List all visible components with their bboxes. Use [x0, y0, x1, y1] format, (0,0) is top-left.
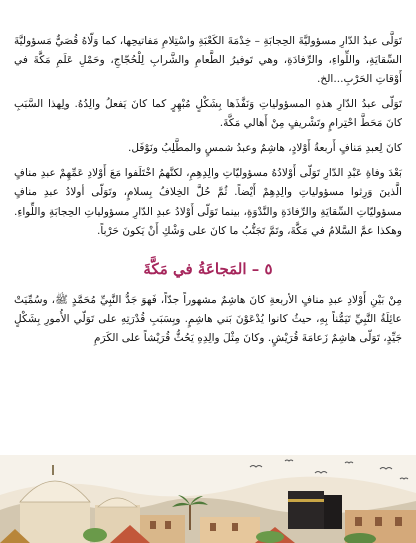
section-number: ٥ — [264, 260, 273, 279]
paragraph-2: تَوَلّى عبدُ الدّارِ هذهِ المسؤولياتِ وَنَفَّذَها بِشَكْلٍ مُبْهِرٍ كما كانَ يَفعلُ والِدُهُ. ولِهذا السَّبَبِ كانَ مَحَطَّ احْتِرامٍ وتَشْريفٍ مِنْ أَهالي مَكَّةَ. — [14, 97, 402, 129]
paragraph-3: كانَ لِعبدِ مَنافٍ أَربعةُ أَوْلادٍ، هاشِمٌ وعبدُ شمسٍ والمطَّلِبُ ونَوْفَل. — [127, 142, 402, 155]
section-dash: – — [251, 260, 260, 279]
section-title: المَجاعَةُ في مَكَّةَ — [143, 260, 247, 279]
page-text — [14, 32, 402, 354]
mecca-kaaba-illustration — [0, 455, 416, 543]
paragraph-1: تَوَلَّى عبدُ الدّارِ مسؤوليَّةَ الحِجابَةِ – خِدْمَةَ الكَعْبَةِ واسْتِلامِ مَفاتيحِها، كما وَلّاهُ قُصَيٌّ مَسؤوليَّةَ السِّقايَةِ، واللِّواءِ، والرِّفادَةِ، وهي تَوفيرُ الطَّعامِ والشَّرابِ لِلْحُجّاجِ، وحَمْلِ عَلَمِ مَكَّةَ في أَوْقاتِ الحَرْبِ...الخ. — [14, 35, 402, 86]
paragraph-4: بَعْدَ وفاةِ عَبْدِ الدّارِ تَوَلّى أَوْلادُهُ مسؤوليّاتِ والِدِهِمِ، لكنَّهمُ اخْتَلَفوا مَعَ أَوْلادِ عَمِّهِمْ عبدِ منافٍ الَّذينَ وَرِثوا مسؤولياتِ والِدِهِمْ أَيْضاً. ثُمَّ حُلَّ الخِلافُ بِسلامٍ، وتَوَلّى أولادُ عبدِ منافٍ مسؤوليّاتِ السِّقايَةِ والرِّفادَةِ والنَّدْوَةِ، بينما تَوَلّى أَوْلادُ عبدِ الدّارِ مسؤولياتِ الحِجابَةِ واللِّواءِ. وهكذا عمَّ السَّلامُ في مَكَّةَ، وتَمَّ تَجَنُّبُ ما كانَ على وَشْكِ أَنْ يَكونَ حَرْباً. — [14, 167, 402, 237]
section-heading — [14, 259, 402, 279]
section-paragraph: مِنْ بَيْنِ أَوْلادِ عبدِ منافٍ الأربعةِ كانَ هاشِمٌ مشهوراً جدّاً، فَهوَ جَدُّ النَّبِيِّ مُحَمَّدٍ ﷺ، وسُمِّيَتْ عائِلَةُ النَّبِيِّ تَيَمُّناً بِهِ، حيثُ كانوا يُدْعَوْنَ بَني هاشِمٍ. وبِسَبَبِ قُدْرَتِهِ على تَوَلّي الأُمورِ بِشَكْلٍ جَيِّدٍ، تَوَلّى هاشِمٌ زَعامَةَ قُرَيْشٍ. وكانَ مِثْلَ والِدِهِ يَحُثُّ قُرَيْشاً على الكَرَمِ — [14, 294, 402, 345]
